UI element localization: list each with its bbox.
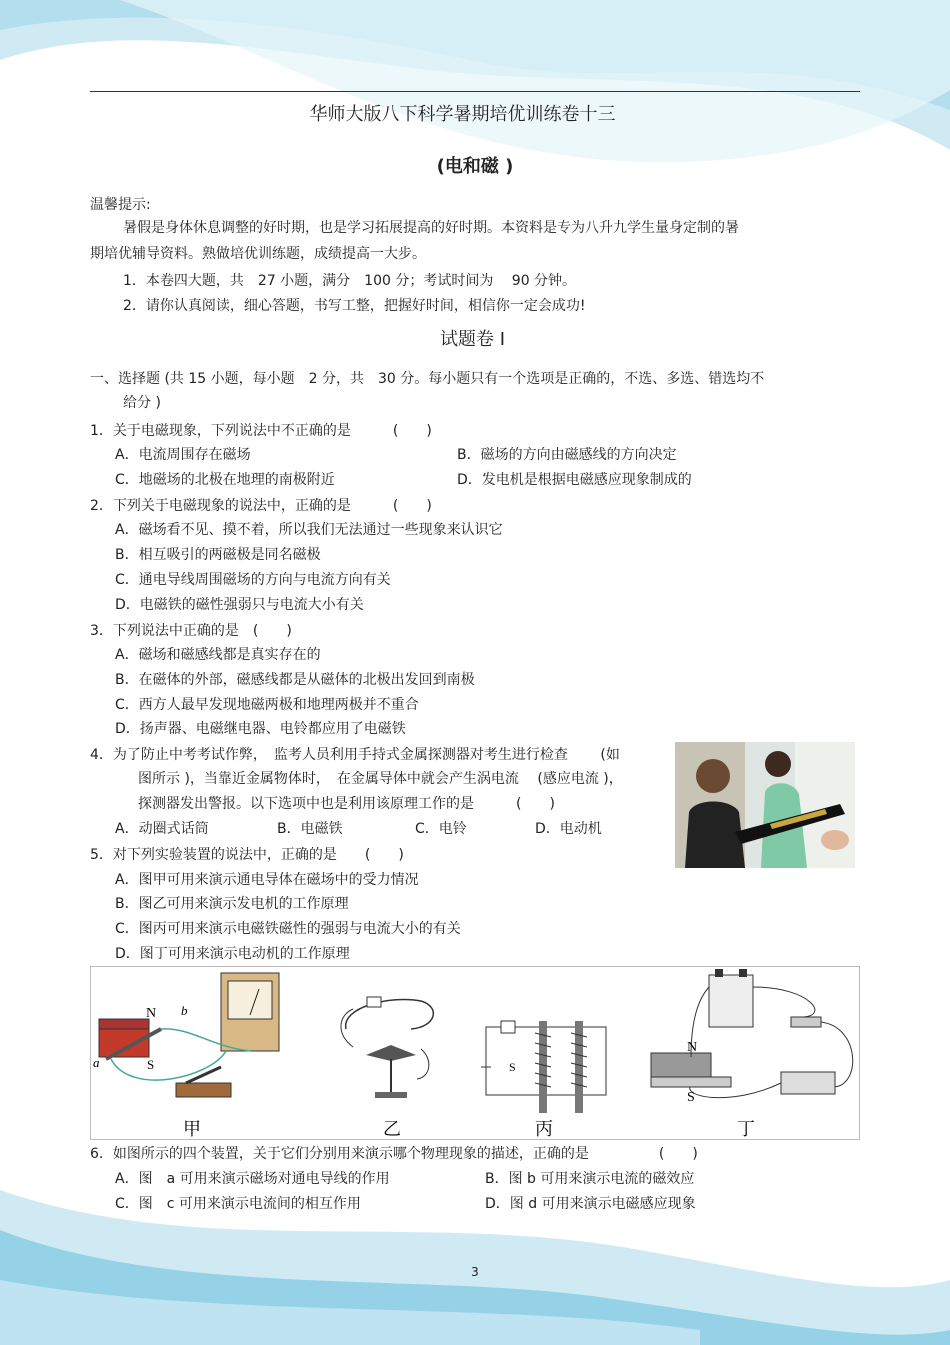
label-S-jia: S <box>147 1057 155 1072</box>
q5-option-c: C．图丙可用来演示电磁铁磁性的强弱与电流大小的有关 <box>115 921 461 937</box>
caption-yi: 乙 <box>383 1119 401 1139</box>
label-N-jia: N <box>146 1006 157 1021</box>
question-5-stem: 5．对下列实验装置的说法中，正确的是 ( ) <box>90 847 404 863</box>
q4-option-c: C．电铃 <box>415 821 467 837</box>
q1-option-d: D．发电机是根据电磁感应现象制成的 <box>457 472 692 488</box>
label-S-ding: S <box>687 1090 695 1105</box>
q3-option-d: D．扬声器、电磁继电器、电铃都应用了电磁铁 <box>115 721 406 737</box>
q4-option-b: B．电磁铁 <box>277 821 343 837</box>
experiment-figures <box>90 966 860 1140</box>
notice-line-2: 期培优辅导资料。熟做培优训练题，成绩提高一大步。 <box>90 246 426 262</box>
notice-heading: 温馨提示: <box>90 197 151 213</box>
notice-item-2: 2．请你认真阅读，细心答题，书写工整，把握好时间，相信你一定会成功! <box>123 298 586 314</box>
q5-option-a: A．图甲可用来演示通电导体在磁场中的受力情况 <box>115 872 419 888</box>
figure-yi <box>341 997 433 1098</box>
q2-option-d: D．电磁铁的磁性强弱只与电流大小有关 <box>115 597 364 613</box>
figure-bing <box>481 1021 606 1113</box>
q6-option-d: D．图 d 可用来演示电磁感应现象 <box>485 1196 696 1212</box>
part1-instructions: 一、选择题 (共 15 小题，每小题 2 分，共 30 分。每小题只有一个选项是正确的，不选、多选、错选均不 <box>90 371 765 387</box>
part1-instructions-cont: 给分 ) <box>123 395 161 411</box>
page-number: 3 <box>471 1265 479 1279</box>
question-3-stem: 3．下列说法中正确的是 ( ) <box>90 623 292 639</box>
caption-jia: 甲 <box>183 1119 201 1139</box>
q1-option-c: C．地磁场的北极在地理的南极附近 <box>115 472 335 488</box>
q3-option-b: B．在磁体的外部，磁感线都是从磁体的北极出发回到南极 <box>115 672 475 688</box>
q6-option-a: A．图 a 可用来演示磁场对通电导线的作用 <box>115 1171 390 1187</box>
q2-option-b: B．相互吸引的两磁极是同名磁极 <box>115 547 321 563</box>
page-subtitle: (电和磁 ) <box>436 156 514 177</box>
q4-option-d: D．电动机 <box>535 821 602 837</box>
header-rule <box>90 91 860 92</box>
q6-option-c: C．图 c 可用来演示电流间的相互作用 <box>115 1196 361 1212</box>
figure-ding <box>651 969 853 1105</box>
question-6-stem: 6．如图所示的四个装置，关于它们分别用来演示哪个物理现象的描述，正确的是 ( ) <box>90 1146 698 1162</box>
question-2-stem: 2．下列关于电磁现象的说法中，正确的是 ( ) <box>90 498 432 514</box>
q4-option-a: A．动圈式话筒 <box>115 821 209 837</box>
label-N-ding: N <box>687 1040 698 1055</box>
q3-option-a: A．磁场和磁感线都是真实存在的 <box>115 647 321 663</box>
question-1-stem: 1．关于电磁现象，下列说法中不正确的是 ( ) <box>90 423 432 439</box>
page-title: 华师大版八下科学暑期培优训练卷十三 <box>309 104 616 125</box>
section-title: 试题卷 I <box>439 329 506 350</box>
metal-detector-photo <box>675 742 855 868</box>
question-4-line-3: 探测器发出警报。以下选项中也是利用该原理工作的是 ( ) <box>138 796 555 812</box>
q6-option-b: B．图 b 可用来演示电流的磁效应 <box>485 1171 695 1187</box>
q5-option-d: D．图丁可用来演示电动机的工作原理 <box>115 946 350 962</box>
q2-option-c: C．通电导线周围磁场的方向与电流方向有关 <box>115 572 391 588</box>
label-S-bing: S <box>509 1060 516 1074</box>
caption-bing: 丙 <box>535 1119 553 1139</box>
label-a-jia: a <box>93 1055 100 1070</box>
question-4-line-1: 4．为了防止中考考试作弊， 监考人员利用手持式金属探测器对考生进行检查 (如 <box>90 747 620 763</box>
q3-option-c: C．西方人最早发现地磁两极和地理两极并不重合 <box>115 697 419 713</box>
figure-jia <box>93 973 279 1097</box>
caption-ding: 丁 <box>737 1119 755 1139</box>
q5-option-b: B．图乙可用来演示发电机的工作原理 <box>115 896 349 912</box>
q1-option-b: B．磁场的方向由磁感线的方向决定 <box>457 447 677 463</box>
q2-option-a: A．磁场看不见、摸不着，所以我们无法通过一些现象来认识它 <box>115 522 503 538</box>
question-4-line-2: 图所示 )，当靠近金属物体时， 在金属导体中就会产生涡电流 (感应电流 )， <box>138 771 623 787</box>
label-b-jia: b <box>181 1003 188 1018</box>
notice-item-1: 1．本卷四大题，共 27 小题，满分 100 分；考试时间为 90 分钟。 <box>123 273 577 289</box>
notice-line-1: 暑假是身体休息调整的好时期，也是学习拓展提高的好时期。本资料是专为八升九学生量身定制的暑 <box>123 220 739 236</box>
q1-option-a: A．电流周围存在磁场 <box>115 447 251 463</box>
